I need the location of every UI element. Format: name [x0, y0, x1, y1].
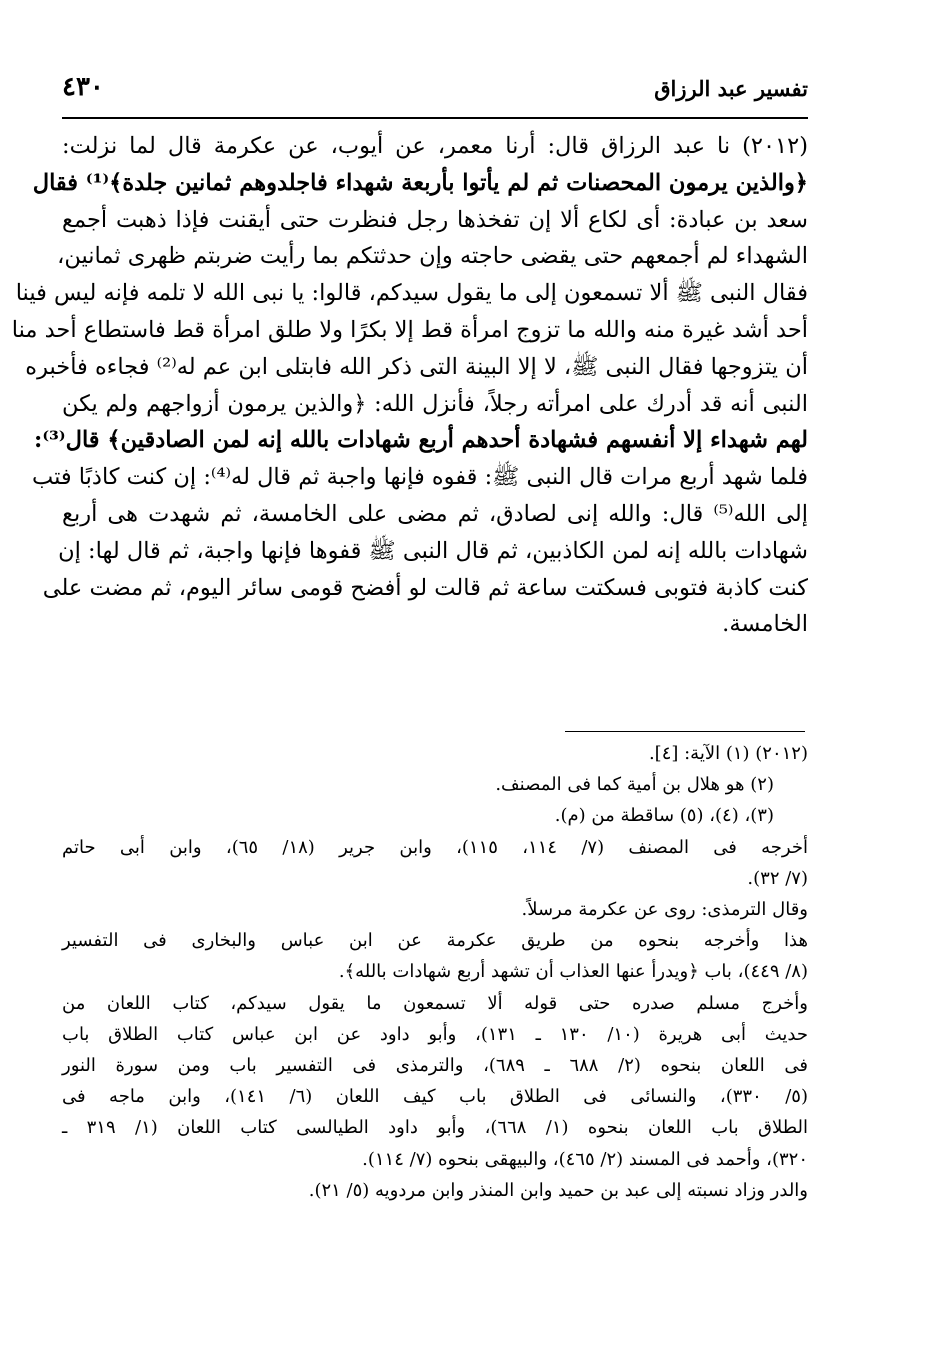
footnote-line: وقال الترمذى: روى عن عكرمة مرسلاً. — [521, 899, 808, 921]
header-rule — [62, 117, 808, 119]
quran-verse-line: ﴿والذين يرمون المحصنات ثم لم يأتوا بأربعة شهداء فاجلدوهم ثمانين جلدة﴾⁽¹⁾ فقال — [32, 169, 808, 196]
running-header — [62, 72, 808, 110]
footnote-line: الطلاق باب اللعان بنحوه (١/ ٦٦٨)، وأبو داود الطيالسى كتاب اللعان (١/ ٣١٩ ـ — [62, 1117, 808, 1139]
page-number: ٤٣٠ — [62, 72, 104, 102]
footnote-line: (٧/ ٣٢). — [747, 867, 808, 889]
footnotes — [62, 738, 808, 1206]
main-text — [11, 128, 808, 643]
body-line: فقال النبى ﷺ ألا تسمعون إلى ما يقول سيدكم، قالوا: يا نبى الله لا تلمه فإنه ليس فينا — [15, 280, 808, 307]
body-line: أحد أشد غيرة منه والله ما تزوج امرأة قط إلا بكرًا ولا طلق امرأة قط فاستطاع أحد منا — [11, 316, 808, 343]
book-title: تفسير عبد الرزاق — [654, 76, 808, 101]
footnote-line: والدر وزاد نسبته إلى عبد بن حميد وابن المنذر وابن مردويه (٥/ ٢١). — [308, 1179, 808, 1201]
body-line: النبى أنه قد أدرك على امرأته رجلاً، فأنزل الله: ﴿والذين يرمون أزواجهم ولم يكن — [62, 390, 808, 417]
footnote-line: هذا وأخرجه بنحوه من طريق عكرمة عن ابن عباس والبخارى فى التفسير — [62, 930, 808, 952]
body-line: فلما شهد أربع مرات قال النبى ﷺ: قفوه فإنها واجبة ثم قال له⁽⁴⁾: إن كنت كاذبًا فتب — [32, 464, 808, 491]
body-line: (٢٠١٢) نا عبد الرزاق قال: أرنا معمر، عن أيوب، عن عكرمة قال لما نزلت: — [62, 133, 808, 159]
body-line: الخامسة. — [722, 611, 808, 638]
body-line: سعد بن عبادة: أى لكاع ألا إن تفخذها رجل فنظرت حتى أيقنت فإذا ذهبت أجمع — [62, 206, 808, 233]
footnote-line: حديث أبى هريرة (١٠/ ١٣٠ ـ ١٣١)، وأبو داود عن ابن عباس كتاب الطلاق باب — [62, 1023, 808, 1045]
footnote-line: أخرجه فى المصنف (٧/ ١١٤، ١١٥)، وابن جرير (١٨/ ٦٥)، وابن أبى حاتم — [62, 836, 808, 858]
body-line: أن يتزوجها فقال النبى ﷺ، لا إلا البينة التى ذكر الله فابتلى ابن عم له⁽²⁾ فجاءه فأخبره — [25, 353, 808, 380]
footnote-line: (٢٠١٢) (١) الآية: [٤]. — [648, 743, 808, 764]
footnote-line: (٢) هو هلال بن أمية كما فى المصنف. — [495, 774, 774, 796]
footnote-line: (٨/ ٤٤٩)، باب ﴿ويدرأ عنها العذاب أن تشهد أربع شهادات بالله﴾. — [338, 961, 808, 983]
body-line: شهادات بالله إنه لمن الكاذبين، ثم قال النبى ﷺ قفوها فإنها واجبة، ثم قال لها: إن — [58, 537, 808, 564]
footnote-line: (٣)، (٤)، (٥) ساقطة من (م). — [554, 805, 774, 827]
body-line: إلى الله⁽⁵⁾ قال: والله إنى لصادق، ثم مضى على الخامسة، ثم شهدت هى أربع — [62, 500, 808, 527]
footnote-line: ٣٢٠)، وأحمد فى المسند (٢/ ٤٦٥)، والبيهقى بنحوه (٧/ ١١٤). — [362, 1148, 808, 1170]
footnote-line: وأخرج مسلم صدره حتى قوله ألا تسمعون ما يقول سيدكم، كتاب اللعان من — [62, 992, 808, 1014]
quran-verse-line: لهم شهداء إلا أنفسهم فشهادة أحدهم أربع شهادات بالله إنه لمن الصادقين﴾ قال⁽³⁾: — [34, 427, 808, 454]
footnote-separator — [565, 731, 805, 732]
footnote-line: (٥/ ٣٣٠)، والنسائى فى الطلاق باب كيف اللعان (٦/ ١٤١)، وابن ماجه فى — [62, 1086, 808, 1108]
footnote-line: فى اللعان بنحوه (٢/ ٦٨٨ ـ ٦٨٩)، والترمذى فى التفسير باب ومن سورة النور — [62, 1055, 809, 1077]
body-line: كنت كاذبة فتوبى فسكتت ساعة ثم قالت لو أفضح قومى سائر اليوم، ثم مضت على — [42, 574, 808, 601]
body-line: الشهداء لم أجمعهم حتى يقضى حاجته وإن حدثتكم بما رأيت ضربتم ظهرى ثمانين، — [57, 243, 808, 270]
